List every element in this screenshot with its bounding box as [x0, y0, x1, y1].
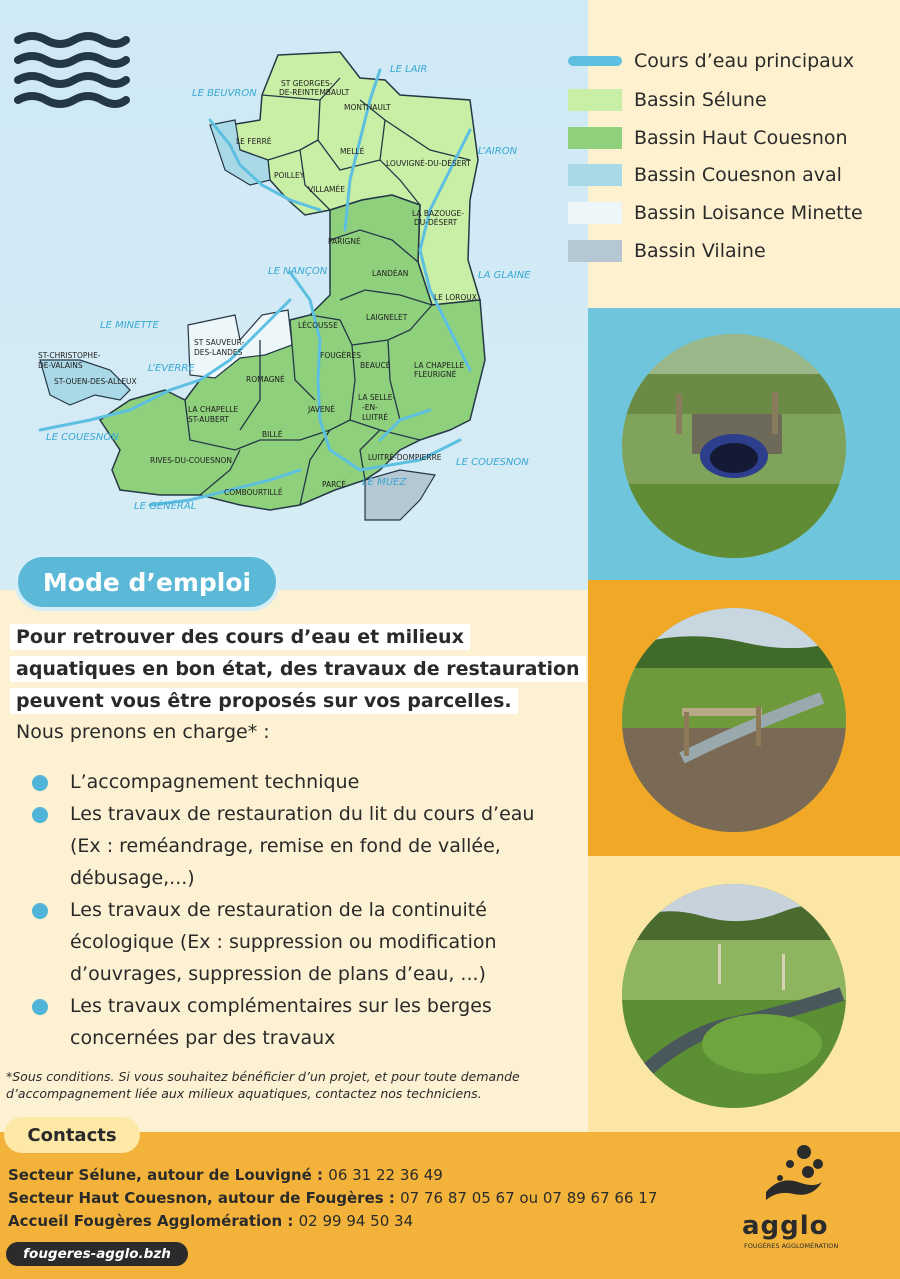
river-label: LE COUESNON — [46, 432, 119, 443]
river-label: L’AIRON — [478, 146, 518, 157]
town-label: MELLÉ — [340, 147, 365, 156]
town-label: DE-REINTEMBAULT — [279, 88, 350, 97]
town-label: LOUVIGNÉ-DU-DÉSERT — [386, 159, 471, 168]
river-label: LE NANÇON — [268, 266, 328, 277]
river-label: LE BEUVRON — [192, 88, 257, 99]
legend-swatch — [568, 127, 622, 149]
river-label: LE GÉNÉRAL — [134, 501, 197, 512]
bullet-dot — [32, 807, 48, 823]
town-label: DU-DÉSERT — [414, 218, 458, 227]
bullet-dot — [32, 775, 48, 791]
contact-line — [8, 1189, 657, 1207]
legend-item-vilaine — [568, 240, 766, 262]
contacts-title: Contacts — [4, 1117, 140, 1153]
town-label: ST GEORGES- — [281, 79, 333, 88]
river-label: LA GLAINE — [478, 270, 531, 281]
town-label: ST-OUEN-DES-ALLEUX — [54, 377, 137, 386]
town-label: BEAUCÉ — [360, 361, 391, 370]
town-label: COMBOURTILLÉ — [224, 488, 283, 497]
bullet-text: Les travaux de restauration du lit du cours d’eau (Ex : reméandrage, remise en fond de vallée, débusage,...) — [70, 803, 535, 889]
footnote: *Sous conditions. Si vous souhaitez bénéficier d’un projet, et pour toute demande d’accompagnement liée aux milieux aquatiques, contactez nos techniciens. — [6, 1069, 520, 1101]
legend-label: Bassin Couesnon aval — [634, 164, 842, 186]
town-label: ST SAUVEUR- — [194, 338, 245, 347]
contact-label: Secteur Haut Couesnon, autour de Fougères : — [8, 1189, 401, 1207]
town-label: BILLÉ — [262, 430, 283, 439]
nous-prenons-label: Nous prenons en charge* : — [16, 721, 270, 743]
legend-item-rivers — [568, 50, 854, 72]
contact-phone[interactable]: 02 99 94 50 34 — [298, 1212, 414, 1230]
legend-label: Bassin Loisance Minette — [634, 202, 863, 224]
town-label: PARCÉ — [322, 480, 346, 489]
town-label: LÉCOUSSE — [298, 321, 338, 330]
contact-line — [8, 1166, 443, 1184]
legend-item-loisance-minette — [568, 202, 863, 224]
town-label: LE LOROUX — [434, 293, 477, 302]
photo-stream-barrier — [622, 608, 846, 832]
photo-wetland — [622, 884, 846, 1108]
photo-culvert — [622, 334, 846, 558]
intro-line: peuvent vous être proposés sur vos parcelles. — [10, 688, 518, 714]
town-label: MONTHAULT — [344, 103, 391, 112]
town-label: FOUGÈRES — [320, 351, 361, 360]
contact-label: Accueil Fougères Agglomération : — [8, 1212, 299, 1230]
town-label: RIVES-DU-COUESNON — [150, 456, 232, 465]
river-label: LE MINETTE — [100, 320, 159, 331]
contact-phone[interactable]: 06 31 22 36 49 — [328, 1166, 443, 1184]
town-label: DE-VALAINS — [38, 361, 83, 370]
mode-emploi-title: Mode d’emploi — [18, 557, 276, 607]
town-label: LUITRÉ-DOMPIERRE — [368, 453, 442, 462]
town-label: ST-AUBERT — [188, 415, 229, 424]
town-label: LANDÉAN — [372, 269, 409, 278]
river-label: LE MUEZ — [362, 477, 407, 488]
river-label: L’EVERRE — [148, 363, 195, 374]
legend-swatch — [568, 56, 622, 66]
watershed-map — [0, 40, 588, 540]
legend-swatch — [568, 240, 622, 262]
website-link[interactable]: fougeres-agglo.bzh — [6, 1242, 188, 1266]
legend-label: Bassin Sélune — [634, 89, 767, 111]
contact-line — [8, 1212, 413, 1230]
legend-label: Bassin Vilaine — [634, 240, 766, 262]
legend-item-haut-couesnon — [568, 127, 848, 149]
town-label: ST-CHRISTOPHE- — [38, 351, 101, 360]
agglo-logo-icon — [760, 1142, 830, 1208]
legend-swatch — [568, 202, 622, 224]
town-label: LAIGNELET — [366, 313, 408, 322]
legend-label: Bassin Haut Couesnon — [634, 127, 848, 149]
town-label: LE FERRÉ — [236, 137, 272, 146]
intro-line: Pour retrouver des cours d’eau et milieux — [10, 624, 470, 650]
river-label: LE LAIR — [390, 64, 428, 75]
intro-line: aquatiques en bon état, des travaux de restauration — [10, 656, 586, 682]
agglo-logo-text: agglo — [742, 1211, 829, 1241]
bullet-dot — [32, 999, 48, 1015]
bullet-text: Les travaux de restauration de la continuité écologique (Ex : suppression ou modification d’ouvrages, suppression de plans d’eau, ...) — [70, 899, 497, 985]
bullet-text: Les travaux complémentaires sur les berges concernées par des travaux — [70, 995, 492, 1049]
agglo-logo-subtitle: FOUGÈRES AGGLOMÉRATION — [744, 1242, 839, 1250]
contact-label: Secteur Sélune, autour de Louvigné : — [8, 1166, 329, 1184]
town-label: ROMAGNÉ — [246, 375, 285, 384]
legend-item-couesnon-aval — [568, 164, 842, 186]
town-label: DES-LANDES — [194, 348, 243, 357]
town-label: LA SELLE- — [358, 393, 396, 402]
legend-swatch — [568, 164, 622, 186]
town-label: LA CHAPELLE — [414, 361, 465, 370]
town-label: POILLEY — [274, 171, 305, 180]
bullet-dot — [32, 903, 48, 919]
town-label: LUITRÉ — [362, 413, 389, 422]
river-label: LE COUESNON — [456, 457, 529, 468]
legend-label: Cours d’eau principaux — [634, 50, 855, 72]
town-label: JAVENÉ — [308, 405, 335, 414]
town-label: LA CHAPELLE — [188, 405, 239, 414]
town-label: VILLAMÉE — [308, 185, 345, 194]
legend-swatch — [568, 89, 622, 111]
town-label: -EN- — [362, 403, 378, 412]
town-label: FLEURIGNÉ — [414, 370, 457, 379]
town-label: PARIGNÉ — [328, 237, 361, 246]
bullet-text: L’accompagnement technique — [70, 771, 360, 793]
contact-phone[interactable]: 07 76 87 05 67 ou 07 89 67 66 17 — [400, 1189, 658, 1207]
legend-item-selune — [568, 89, 767, 111]
town-label: LA BAZOUGE- — [412, 209, 464, 218]
